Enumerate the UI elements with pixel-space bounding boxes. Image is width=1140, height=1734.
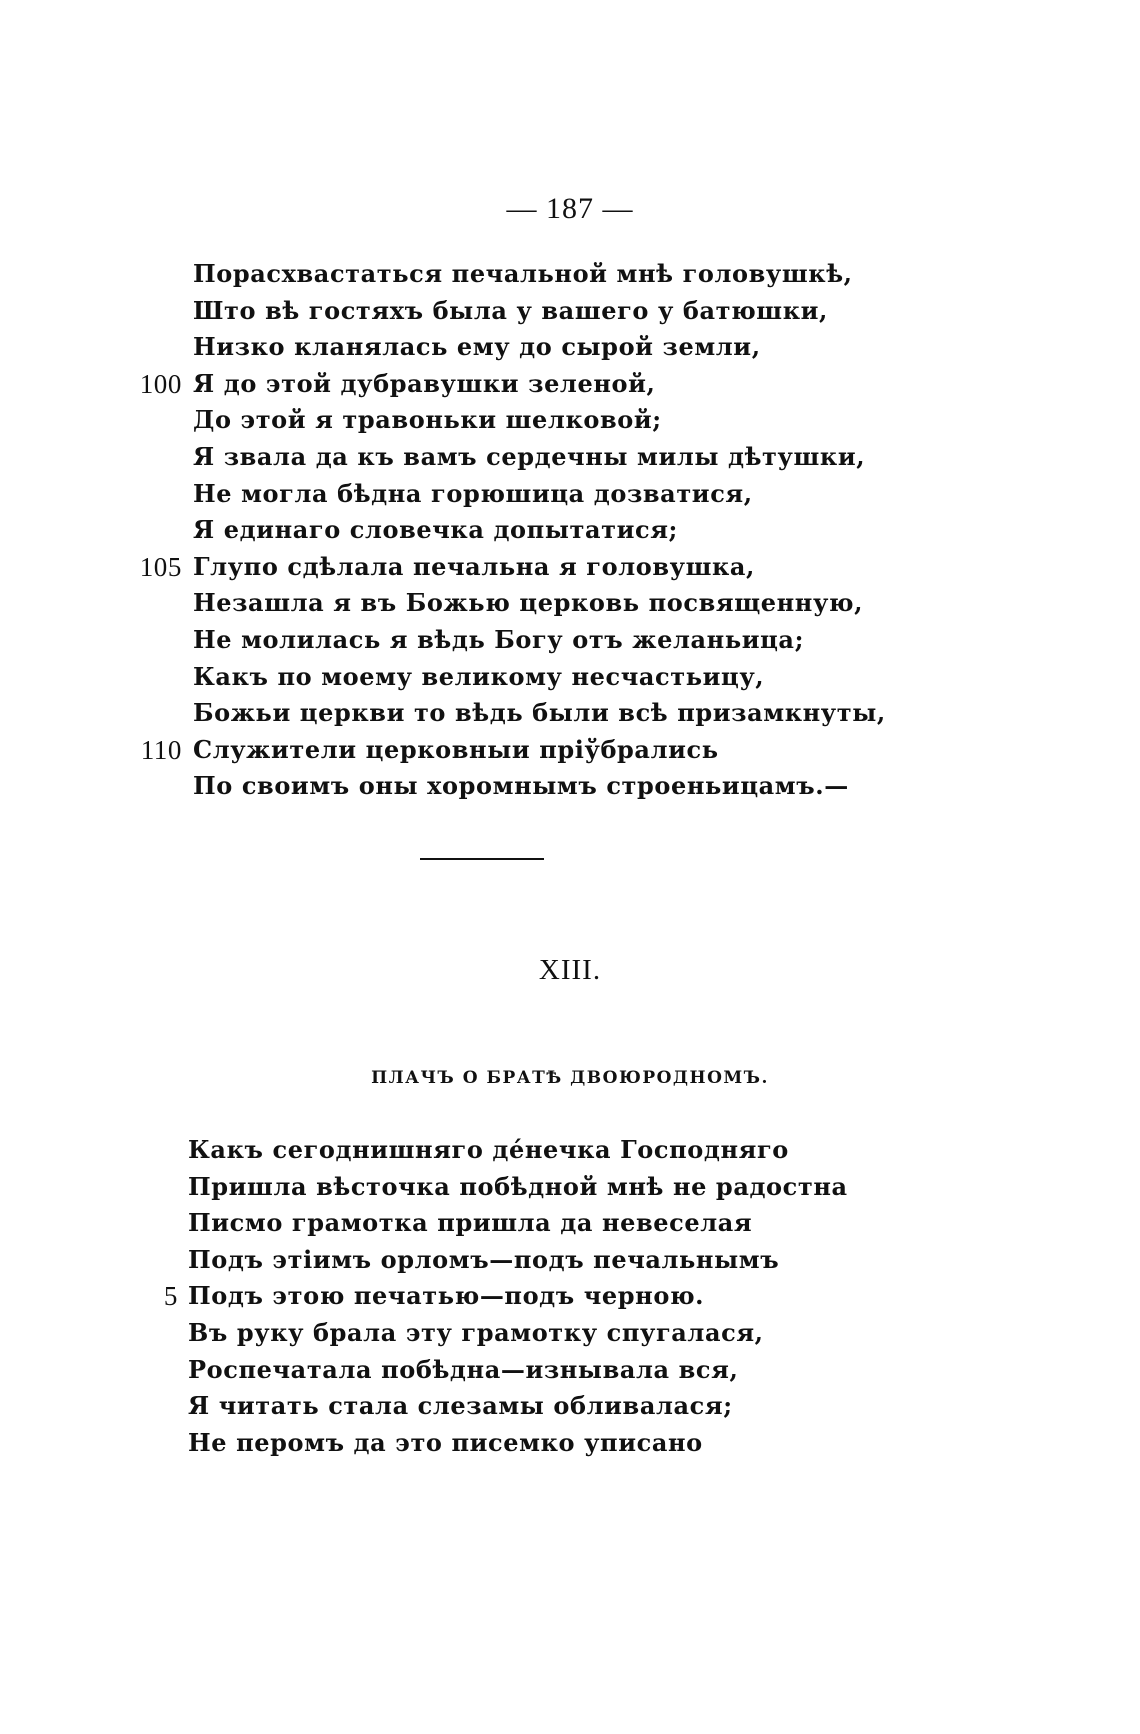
line-text: Подъ этiимъ орломъ—подъ печальнымъ — [188, 1244, 780, 1274]
line-text: Што вѣ гостяхъ была у вашего у батюшки, — [193, 295, 828, 325]
line-text: Порасхвастаться печальной мнѣ головушкѣ, — [193, 259, 853, 288]
section-number: XIII. — [538, 954, 602, 986]
line-text: Низко кланялась ему до сырой земли, — [193, 332, 761, 362]
line-text: Роспечатала побѣдна—изнывала вся, — [188, 1354, 739, 1384]
line-text: Писмо грамотка пришла да невеселая — [188, 1208, 753, 1238]
section-title: ПЛАЧЪ О БРАТѢ ДВОЮРОДНОМЪ. — [371, 1068, 769, 1088]
line-text: По своимъ оны хоромнымъ строеньицамъ.— — [193, 771, 849, 801]
page-number: — 187 — — [506, 192, 634, 225]
line-text: Въ руку брала эту грамотку спугалася, — [188, 1317, 764, 1347]
line-number: 5 — [163, 1281, 178, 1312]
line-text: Божьи церкви то вѣдь были всѣ призамкнуты, — [193, 698, 886, 728]
line-text: Не перомъ да это писемко уписано — [188, 1427, 703, 1457]
line-text: Незашла я въ Божью церковь посвященную, — [193, 588, 864, 618]
line-text: Какъ по моему великому несчастьицу, — [193, 661, 765, 691]
line-text: Я единаго словечка допытатися; — [193, 515, 678, 545]
section-divider — [420, 858, 544, 860]
line-text: Служители церковныи прiўбрались — [193, 734, 719, 764]
line-text: Не могла бѣдна горюшица дозватися, — [193, 478, 753, 508]
line-number: 105 — [139, 551, 182, 582]
line-text: Глупо сдѣлала печальна я головушка, — [193, 551, 756, 581]
line-text: Я звала да къ вамъ сердечны милы дѣтушки, — [193, 441, 866, 471]
line-text: Я читать стала слезамы обливалася; — [188, 1391, 733, 1421]
line-text: Пришла вѣсточка побѣдной мнѣ не радостна — [188, 1171, 848, 1201]
line-number: 110 — [140, 734, 182, 765]
line-text: Я до этой дубравушки зеленой, — [193, 368, 656, 398]
line-text: Какъ сегоднишняго дéнечка Господняго — [188, 1135, 789, 1164]
line-number: 100 — [139, 368, 182, 399]
line-text: До этой я травоньки шелковой; — [193, 405, 662, 435]
line-text: Не молилась я вѣдь Богу отъ желаньица; — [193, 624, 805, 654]
line-text: Подъ этою печатью—подъ черною. — [188, 1281, 705, 1311]
